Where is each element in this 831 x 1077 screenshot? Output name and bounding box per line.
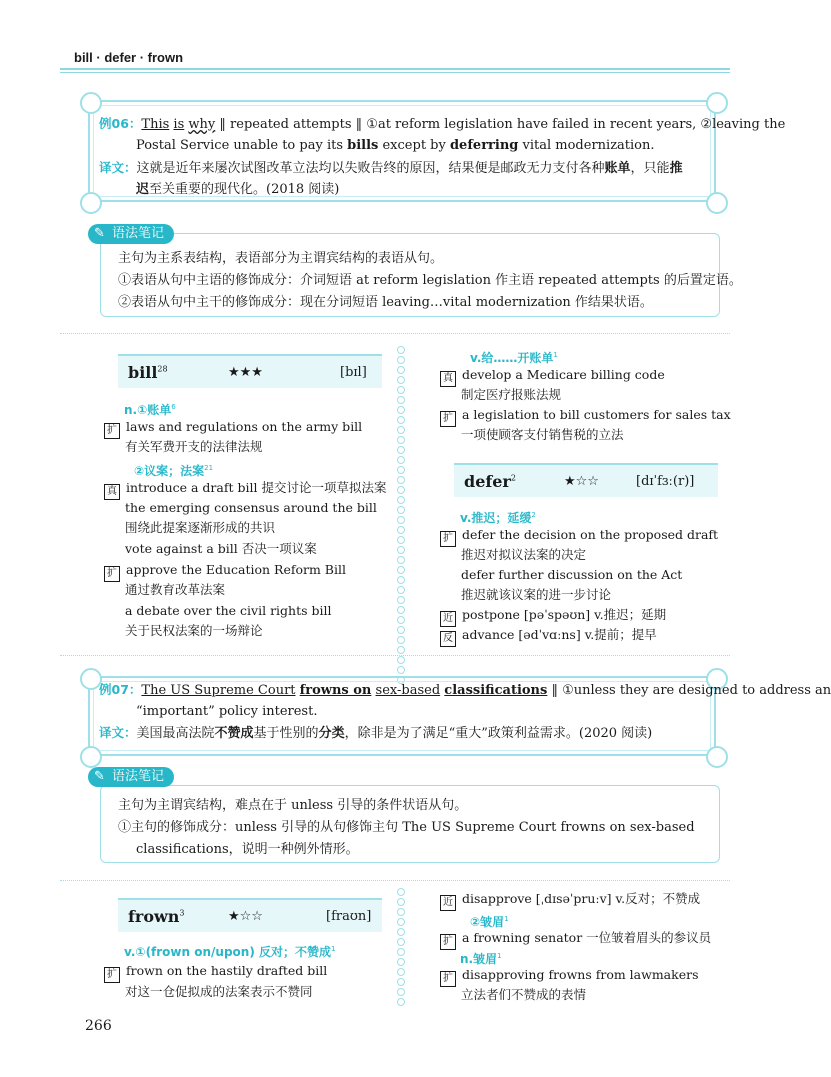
page-number: 266 (85, 1018, 112, 1034)
pen-icon: ✎ (94, 226, 105, 241)
grammar-note-line: 主句为主谓宾结构，难点在于 unless 引导的条件状语从句。 (118, 798, 468, 813)
bill-ex8-zh: 一项使顾客支付销售税的立法 (461, 427, 624, 442)
header-rule (60, 68, 730, 70)
defer-antonym: 反 advance [ədˈvɑːns] v.提前；提早 (440, 626, 657, 647)
defer-synonym: 近 postpone [pəˈspəʊn] v.推迟；延期 (440, 606, 666, 627)
bill-ex1-zh: 有关军费开支的法律法规 (125, 439, 263, 454)
frown-pos2: ②皱眉$^1$ (470, 915, 509, 929)
grammar-note-tag: ✎ 语法笔记 (88, 767, 174, 787)
pen-icon: ✎ (94, 769, 105, 784)
ornament-corner (706, 746, 728, 768)
defer-ex1: 扩 defer the decision on the proposed draft (440, 526, 718, 547)
bill-pos3: v.给……开账单$^1$ (470, 351, 558, 365)
frown-synonym: 近 disapprove [ˌdɪsəˈpruːv] v.反对；不赞成 (440, 890, 700, 911)
example-07-en-line2: “important” policy interest. (136, 704, 318, 719)
section-separator (60, 880, 730, 882)
ornament-corner (80, 92, 102, 114)
synonym-tag: 近 (440, 611, 456, 627)
header-rule-thin (60, 72, 730, 73)
example-06-trans-line1: 译文：这就是近年来屡次试图改革立法均以失败告终的原因，结果便是邮政无力支付各种账单，只能推 (99, 160, 683, 176)
frown-ex3: 扩 disapproving frowns from lawmakers (440, 966, 699, 987)
grammar-note-line: classifications，说明一种例外情形。 (136, 842, 359, 857)
ornament-corner (706, 92, 728, 114)
example-07-trans: 译文：美国最高法院不赞成基于性别的分类，除非是为了满足“重大”政策利益需求。(2020 阅读) (99, 725, 653, 741)
bill-ex7-zh: 制定医疗报账法规 (461, 387, 562, 402)
section-separator (60, 655, 730, 657)
frown-ex2: 扩 a frowning senator 一位皱着眉头的参议员 (440, 929, 711, 950)
ornament-corner (80, 746, 102, 768)
bill-ex3: the emerging consensus around the bill (125, 500, 377, 515)
bill-ex4: vote against a bill 否决一项议案 (125, 541, 317, 556)
ornament-corner (706, 192, 728, 214)
phonetic: [dɪˈfɜː(r)] (636, 474, 695, 489)
phonetic: [bɪl] (340, 365, 367, 380)
frequency-stars: ★☆☆ (228, 909, 263, 924)
column-divider (397, 346, 399, 686)
grammar-note-line: ②表语从句中主干的修饰成分：现在分词短语 leaving…vital modernization 作结果状语。 (118, 295, 653, 310)
synonym-tag: 近 (440, 895, 456, 911)
bill-ex2: 真 introduce a draft bill 提交讨论一项草拟法案 (104, 479, 386, 500)
frown-ex1: 扩 frown on the hastily drafted bill (104, 962, 327, 983)
headword-defer: defer$^2$ ★☆☆ [dɪˈfɜː(r)] (454, 463, 718, 497)
bill-ex5-zh: 通过教育改革法案 (125, 582, 226, 597)
bill-ex6: a debate over the civil rights bill (125, 603, 332, 618)
phonetic: [fraʊn] (326, 909, 372, 924)
column-divider (397, 888, 399, 1008)
real-exam-tag: 真 (104, 484, 120, 500)
frown-pos1: v.①(frown on/upon) 反对；不赞成$^1$ (124, 945, 336, 959)
extension-tag: 扩 (104, 967, 120, 983)
defer-ex1-zh: 推迟对拟议法案的决定 (461, 547, 587, 562)
bill-ex7: 真 develop a Medicare billing code (440, 366, 665, 387)
example-06-trans-line2: 迟至关重要的现代化。(2018 阅读) (136, 182, 340, 197)
extension-tag: 扩 (440, 971, 456, 987)
bill-ex3-zh: 围绕此提案逐渐形成的共识 (125, 520, 276, 535)
extension-tag: 扩 (104, 566, 120, 582)
bill-ex5: 扩 approve the Education Reform Bill (104, 561, 346, 582)
grammar-note-line: ①表语从句中主语的修饰成分：介词短语 at reform legislation 作主语 repeated attempts 的后置定语。 (118, 273, 742, 288)
bill-ex6-zh: 关于民权法案的一场辩论 (125, 623, 263, 638)
frown-pos3: n.皱眉$^1$ (460, 952, 502, 966)
example-06-en-line1: 例06：This is why ‖ repeated attempts ‖ ①at reform legislation have failed in recent years, ②leaving the (99, 116, 786, 132)
headword-bill: bill$^{28}$ ★★★ [bɪl] (118, 354, 382, 388)
antonym-tag: 反 (440, 631, 456, 647)
headword-frown: frown$^3$ ★☆☆ [fraʊn] (118, 898, 382, 932)
example-label: 例07： (99, 682, 142, 697)
bill-ex8: 扩 a legislation to bill customers for sales tax (440, 406, 731, 427)
grammar-note-line: ①主句的修饰成分：unless 引导的从句修饰主句 The US Supreme Court frowns on sex-based (118, 820, 695, 835)
frown-ex3-zh: 立法者们不赞成的表情 (461, 987, 587, 1002)
frequency-stars: ★☆☆ (564, 474, 599, 489)
bill-ex1: 扩 laws and regulations on the army bill (104, 418, 362, 439)
real-exam-tag: 真 (440, 371, 456, 387)
example-06-en-line2: Postal Service unable to pay its bills except by deferring vital modernization. (136, 138, 655, 153)
ornament-corner (80, 192, 102, 214)
frequency-stars: ★★★ (228, 365, 263, 380)
frown-ex1-zh: 对这一仓促拟成的法案表示不赞同 (125, 984, 313, 999)
running-title: bill · defer · frown (74, 50, 184, 65)
extension-tag: 扩 (104, 423, 120, 439)
defer-ex2: defer further discussion on the Act (461, 567, 683, 582)
grammar-note-line: 主句为主系表结构，表语部分为主谓宾结构的表语从句。 (118, 251, 444, 266)
defer-pos: v.推迟；延缓$^2$ (460, 511, 536, 525)
extension-tag: 扩 (440, 411, 456, 427)
bill-pos2: ②议案；法案$^{21}$ (134, 464, 214, 478)
section-separator (60, 333, 730, 335)
example-label: 例06： (99, 116, 142, 131)
defer-ex2-zh: 推迟就该议案的进一步讨论 (461, 587, 612, 602)
example-07-en-line1: 例07：The US Supreme Court frowns on sex-based classifications ‖ ①unless they are designed to address an (99, 682, 831, 698)
extension-tag: 扩 (440, 531, 456, 547)
grammar-note-tag: ✎ 语法笔记 (88, 224, 174, 244)
bill-pos1: n.①账单$^6$ (124, 403, 176, 417)
extension-tag: 扩 (440, 934, 456, 950)
